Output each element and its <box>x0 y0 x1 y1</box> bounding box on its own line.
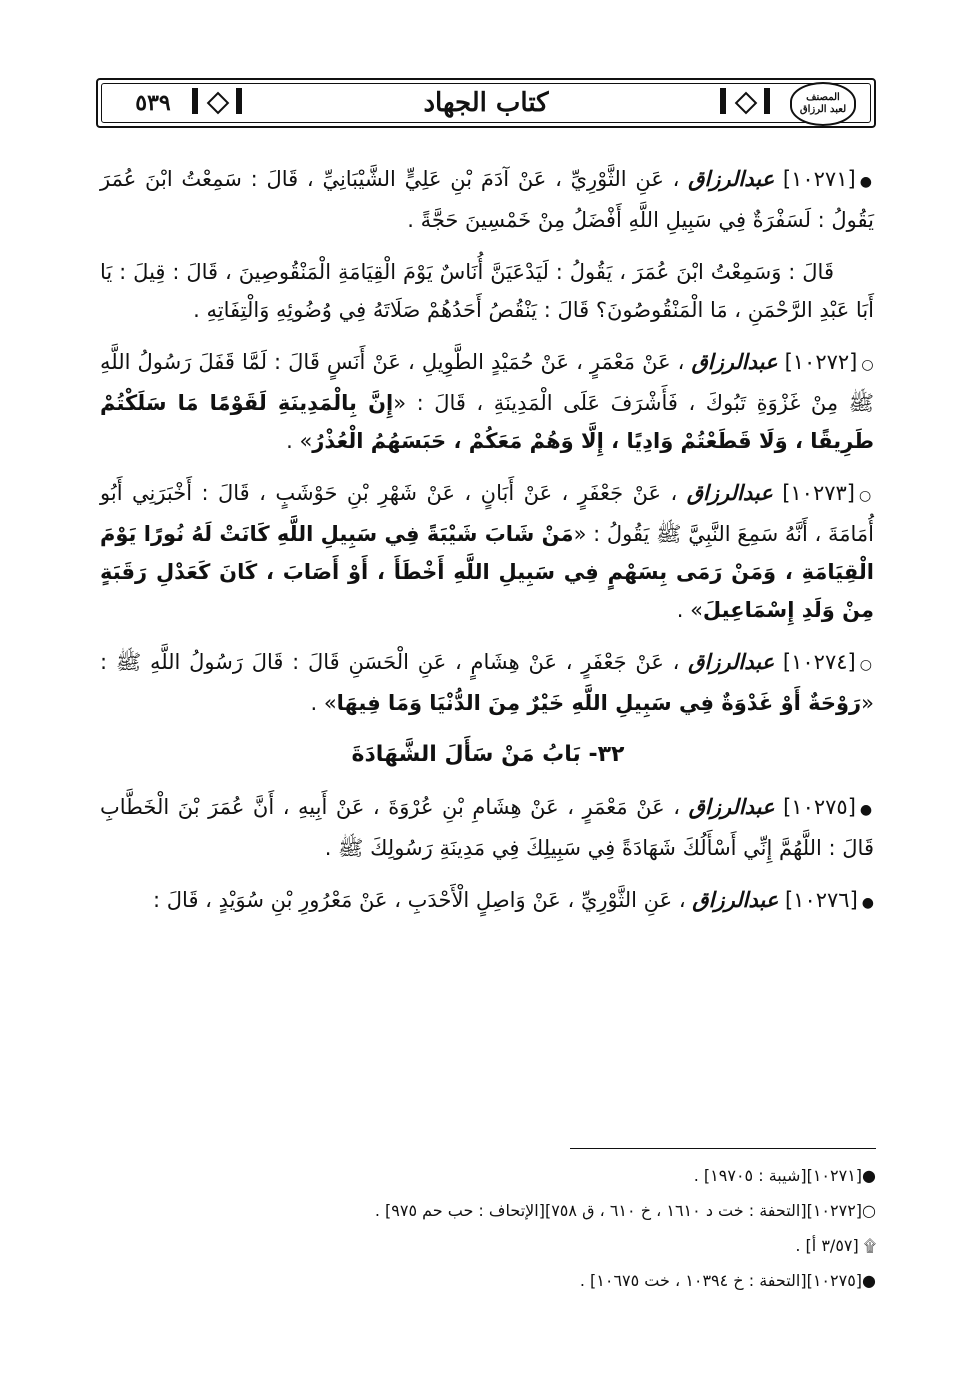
publisher-logo <box>790 82 856 126</box>
hadith-tail: » . <box>286 429 313 453</box>
footnote-3: ۩ [٣/٥٧ أ] . <box>795 1236 876 1255</box>
bullet-hollow: ○ <box>859 657 875 673</box>
bullet-filled: ● <box>859 802 874 818</box>
hadith-tail: » . <box>310 691 337 715</box>
hadith-10275 <box>100 788 876 867</box>
hadith-text: ، عَنِ الثَّوْرِيِّ ، عَنْ آدَمَ بْنِ عَلِيٍّ الشَّيْبَانِيِّ ، قَالَ : سَمِعْتُ ابْنَ عُمَرَ يَقُولُ : لَسَفْرَةٌ فِي سَبِيلِ اللَّهِ أَفْضَلُ مِنْ خَمْسِينَ حَجَّةً . <box>100 167 874 232</box>
prophetic-text: رَوْحَةٌ أَوْ غَدْوَةٌ فِي سَبِيلِ اللَّهِ خَيْرٌ مِنَ الدُّنْيَا وَمَا فِيهَا <box>336 691 862 715</box>
prophetic-text: إِنَّ بِالْمَدِينَةِ لَقَوْمًا مَا سَلَكْتُمْ طَرِيقًا ، وَلَا قَطَعْتُمْ وَادِيًا ، إِلَّا وَهُمْ مَعَكُمْ ، حَبَسَهُمُ الْعُذْرُ <box>100 391 874 453</box>
footnote-1: ●[١٠٢٧١][شيبة : ١٩٧٠٥] . <box>693 1166 876 1185</box>
footnote-4: ●[١٠٢٧٥][التحفة : خ ١٠٣٩٤ ، خت ١٠٦٧٥] . <box>579 1271 876 1290</box>
bullet-filled: ● <box>861 895 874 911</box>
hadith-number: [١٠٢٧٢] <box>784 350 858 374</box>
main-text <box>100 160 876 936</box>
hadith-number: [١٠٢٧٣] <box>782 481 855 505</box>
continuation-text: قَالَ : وَسَمِعْتُ ابْنَ عُمَرَ ، يَقُولُ : لَيَدْعَيَنَّ أُنَاسٌ يَوْمَ الْقِيَامَةِ الْمَنْقُوصِينَ ، قَالَ : قِيلَ : يَا أَبَا عَبْدِ الرَّحْمَنِ ، مَا الْمَنْقُوصُونَ؟ قَالَ : يَنْقُصُ أَحَدُهُمْ صَلَاتَهُ فِي وُضُوئِهِ وَالْتِفَاتِهِ . <box>100 260 874 322</box>
hadith-number: [١٠٢٧١] <box>782 167 856 191</box>
book-title: كتاب الجهاد <box>423 88 549 118</box>
continuation-paragraph <box>100 253 876 329</box>
prophetic-text: مَنْ شَابَ شَيْبَةً فِي سَبِيلِ اللَّهِ كَانَتْ لَهُ نُورًا يَوْمَ الْقِيَامَةِ ، وَمَنْ رَمَى بِسَهْمٍ فِي سَبِيلِ اللَّهِ أَخْطَأَ ، أَوْ أَصَابَ ، كَانَ كَعَدْلِ رَقَبَةٍ مِنْ وَلَدِ إِسْمَاعِيلَ <box>100 522 874 622</box>
hadith-text: ، عَنِ الثَّوْرِيِّ ، عَنْ وَاصِلٍ الْأَحْدَبِ ، عَنْ مَعْرُورِ بْنِ سُوَيْدٍ ، قَالَ : <box>153 888 686 912</box>
page-header <box>96 78 876 128</box>
logo-line-2: لعبد الرزاق <box>799 104 847 115</box>
author-name: عبدالرزاق <box>688 167 775 191</box>
hadith-text: ، عَنْ مَعْمَرٍ ، عَنْ حُمَيْدٍ الطَّوِيلِ ، عَنْ أَنَسٍ قَالَ : لَمَّا قَفَلَ رَسُولُ اللَّهِ ﷺ مِنْ غَزْوَةِ تَبُوكَ ، فَأَشْرَفَ عَلَى الْمَدِينَةِ ، قَالَ : « <box>100 350 875 415</box>
footnote-divider <box>570 1148 876 1149</box>
bullet-filled: ● <box>859 174 874 190</box>
author-name: عبدالرزاق <box>691 350 778 374</box>
hadith-text: ، عَنْ مَعْمَرٍ ، عَنْ هِشَامِ بْنِ عُرْوَةَ ، عَنْ أَبِيهِ ، أَنَّ عُمَرَ بْنَ الْخَطَّابِ قَالَ : اللَّهُمَّ إِنِّي أَسْأَلُكَ شَهَادَةً فِي سَبِيلِكَ فِي مَدِينَةِ رَسُولِكَ ﷺ . <box>100 795 874 860</box>
footnotes <box>100 1158 876 1298</box>
chapter-heading: ٣٢- بَابُ مَنْ سَأَلَ الشَّهَادَةَ <box>351 742 625 767</box>
hadith-tail: » . <box>676 598 703 622</box>
hadith-text: ، عَنْ جَعْفَرٍ ، عَنْ أَبَانٍ ، عَنْ شَهْرِ بْنِ حَوْشَبٍ ، قَالَ : أَخْبَرَنِي أَبُو أُمَامَةَ ، أَنَّهُ سَمِعَ النَّبِيَّ ﷺ يَقُولُ : « <box>100 481 874 546</box>
hadith-10271 <box>100 160 876 239</box>
hadith-number: [١٠٢٧٥] <box>783 795 856 819</box>
page-number: ٥٣٩ <box>118 86 188 120</box>
logo-line-1: المصنف <box>806 92 840 103</box>
footnote-2: ○[١٠٢٧٢][التحفة : خت د ١٦١٠ ، خ ٦١٠ ، ق ٧٥٨][الإتحاف : حب حم ٩٧٥] . <box>374 1201 876 1220</box>
right-ornament <box>720 84 780 118</box>
author-name: عبدالرزاق <box>688 795 775 819</box>
bullet-hollow: ○ <box>859 488 874 504</box>
author-name: عبدالرزاق <box>686 481 773 505</box>
author-name: عبدالرزاق <box>692 888 779 912</box>
hadith-10273 <box>100 474 876 629</box>
author-name: عبدالرزاق <box>688 650 775 674</box>
hadith-number: [١٠٢٧٤] <box>782 650 856 674</box>
hadith-10276 <box>100 881 876 922</box>
hadith-10272 <box>100 343 876 460</box>
hadith-10274 <box>100 643 876 722</box>
hadith-text: ، عَنْ جَعْفَرٍ ، عَنْ هِشَامٍ ، عَنِ الْحَسَنِ قَالَ : قَالَ رَسُولُ اللَّهِ ﷺ : « <box>100 650 874 715</box>
bullet-hollow: ○ <box>861 357 874 373</box>
hadith-number: [١٠٢٧٦] <box>784 888 858 912</box>
